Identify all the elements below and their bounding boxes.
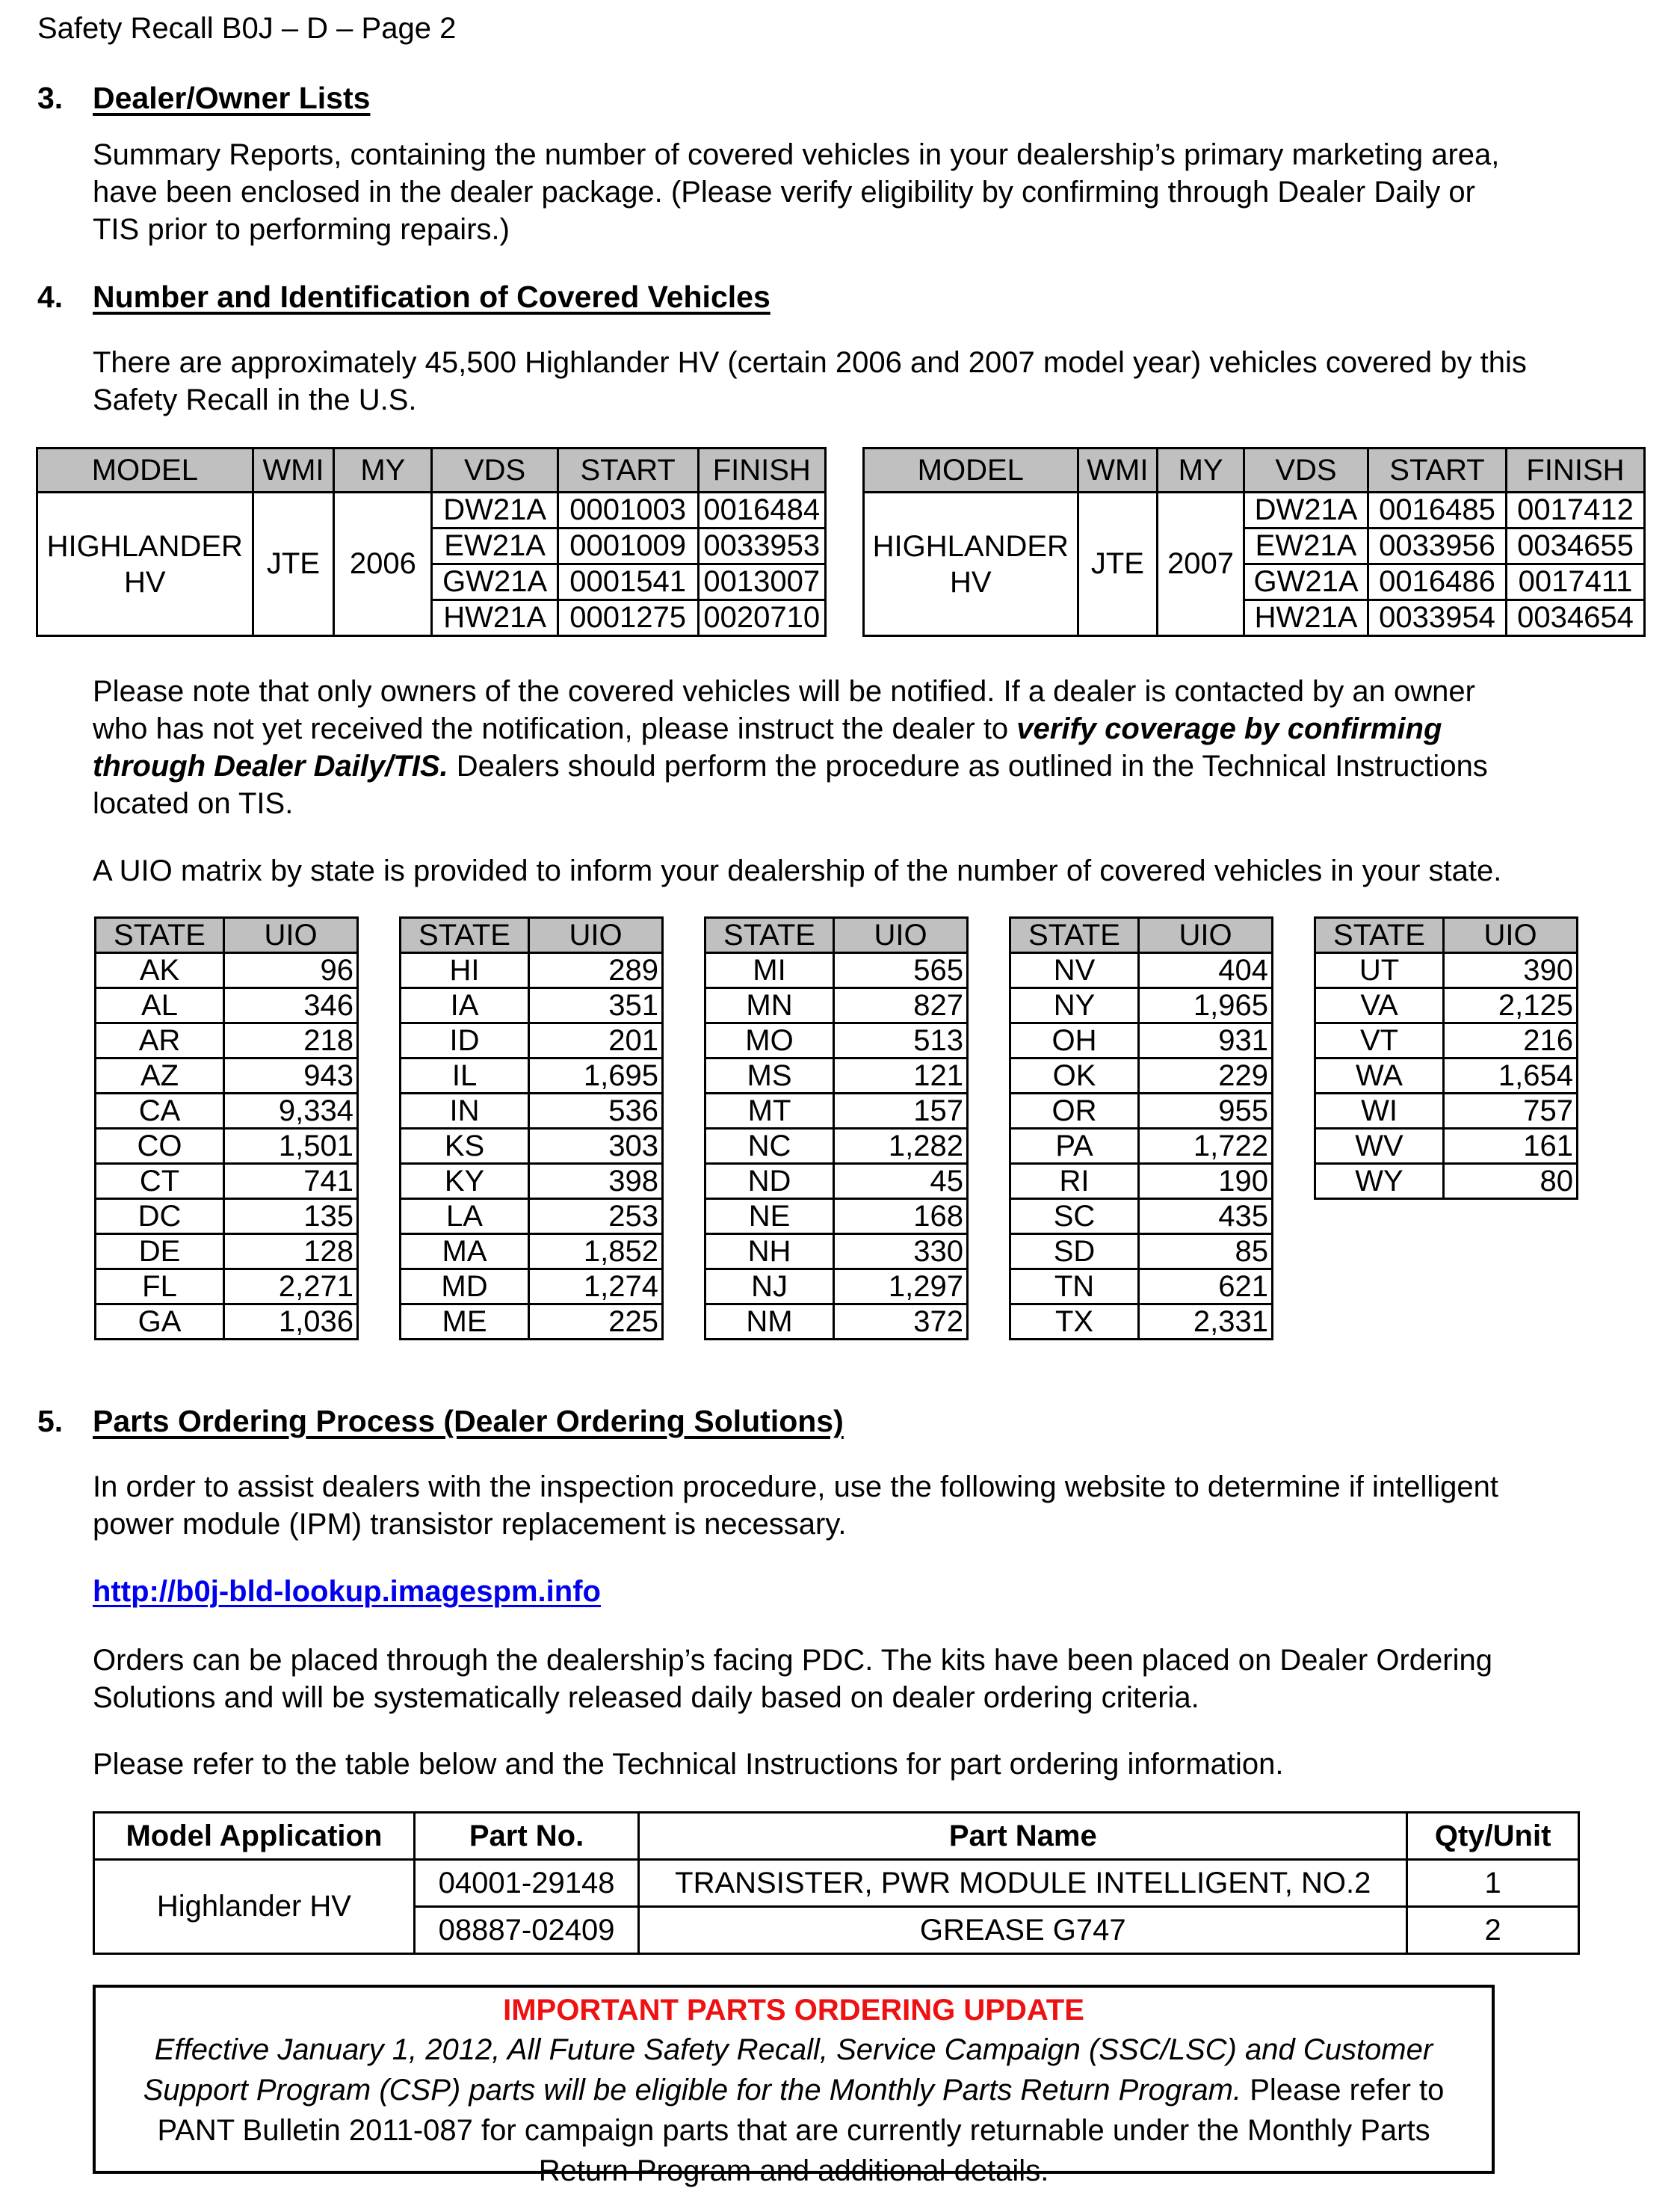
uio-count-cell: 253 (529, 1199, 663, 1234)
table-header-row (705, 918, 968, 953)
state-cell: TN (1010, 1269, 1139, 1304)
table-row (1315, 1023, 1578, 1059)
state-cell: KY (401, 1164, 529, 1199)
text-line: Orders can be placed through the dealership’s facing PDC. The kits have been placed on Dealer Ordering (93, 1644, 1492, 1677)
state-cell: IL (401, 1059, 529, 1094)
uio-count-cell: 943 (224, 1059, 358, 1094)
table-header-row (37, 449, 826, 493)
section-3-paragraph (93, 136, 1499, 248)
uio-table (1314, 916, 1578, 1200)
table-row (96, 953, 358, 988)
table-row (705, 1304, 968, 1340)
state-cell: AL (96, 988, 224, 1023)
text-line: TIS prior to performing repairs.) (93, 213, 510, 246)
uio-count-cell: 201 (529, 1023, 663, 1059)
table-row (1010, 1199, 1273, 1234)
state-cell: AK (96, 953, 224, 988)
text-line: Summary Reports, containing the number of covered vehicles in your dealership’s primary marketing area, (93, 138, 1500, 171)
column-header: MODEL (37, 449, 253, 493)
uio-count-cell: 2,331 (1139, 1304, 1273, 1340)
state-cell: KS (401, 1129, 529, 1164)
table-row (1010, 1164, 1273, 1199)
part-number-cell: 04001-29148 (414, 1860, 638, 1907)
vds-cell: HW21A (1244, 600, 1368, 636)
uio-count-cell: 1,282 (834, 1129, 968, 1164)
section-4-number: 4. (37, 280, 64, 314)
table-row (401, 1059, 663, 1094)
table-row (705, 1023, 968, 1059)
text-line: There are approximately 45,500 Highlander HV (certain 2006 and 2007 model year) vehicles covered by this (93, 346, 1527, 379)
table-row (96, 1199, 358, 1234)
part-number-cell: 08887-02409 (414, 1907, 638, 1954)
uio-count-cell: 351 (529, 988, 663, 1023)
uio-count-cell: 157 (834, 1094, 968, 1129)
start-cell: 0001541 (558, 564, 698, 600)
table-row (1010, 1094, 1273, 1129)
state-cell: CA (96, 1094, 224, 1129)
uio-count-cell: 955 (1139, 1094, 1273, 1129)
table-header-row (864, 449, 1645, 493)
state-cell: UT (1315, 953, 1444, 988)
wmi-cell: JTE (253, 493, 334, 636)
finish-cell: 0034655 (1506, 529, 1644, 564)
text-line: In order to assist dealers with the inspection procedure, use the following website to determine if intelligent (93, 1470, 1499, 1503)
column-header: STATE (705, 918, 834, 953)
state-cell: MN (705, 988, 834, 1023)
state-cell: MS (705, 1059, 834, 1094)
uio-count-cell: 1,274 (529, 1269, 663, 1304)
table-header-row (94, 1813, 1579, 1860)
table-header-row (96, 918, 358, 953)
section-5-paragraph-3 (93, 1745, 1284, 1783)
table-row (1010, 1304, 1273, 1340)
wmi-cell: JTE (1078, 493, 1158, 636)
uio-count-cell: 303 (529, 1129, 663, 1164)
column-header: START (1368, 449, 1507, 493)
uio-count-cell: 2,125 (1444, 988, 1578, 1023)
text-line: Please note that only owners of the covered vehicles will be notified. If a dealer is contacted by an owner (93, 675, 1475, 708)
state-cell: MI (705, 953, 834, 988)
text-line: Return Program and additional details. (538, 2154, 1049, 2187)
table-row (705, 1164, 968, 1199)
state-cell: OR (1010, 1094, 1139, 1129)
table-row (705, 1234, 968, 1269)
finish-cell: 0017411 (1506, 564, 1644, 600)
finish-cell: 0016484 (698, 493, 825, 529)
table-row (401, 988, 663, 1023)
state-cell: CT (96, 1164, 224, 1199)
vds-cell: DW21A (1244, 493, 1368, 529)
finish-cell: 0013007 (698, 564, 825, 600)
table-row (1315, 1094, 1578, 1129)
finish-cell: 0033953 (698, 529, 825, 564)
text-line: located on TIS. (93, 787, 294, 820)
text-line: Safety Recall in the U.S. (93, 383, 417, 416)
column-header: Part No. (414, 1813, 638, 1860)
section-5-paragraph-2 (93, 1642, 1492, 1716)
start-cell: 0033956 (1368, 529, 1507, 564)
column-header: MY (1158, 449, 1244, 493)
state-cell: FL (96, 1269, 224, 1304)
uio-count-cell: 1,036 (224, 1304, 358, 1340)
table-row (401, 1199, 663, 1234)
column-header: UIO (1139, 918, 1273, 953)
uio-count-cell: 757 (1444, 1094, 1578, 1129)
column-header: START (558, 449, 698, 493)
uio-intro (93, 852, 1501, 890)
section-4-intro (93, 344, 1527, 419)
vds-cell: DW21A (432, 493, 558, 529)
table-row (1010, 988, 1273, 1023)
section-5-paragraph-1 (93, 1468, 1498, 1543)
section-4-title: Number and Identification of Covered Vehicles (93, 280, 770, 314)
table-row (705, 953, 968, 988)
column-header: FINISH (1506, 449, 1644, 493)
table-row (401, 1164, 663, 1199)
column-header: UIO (529, 918, 663, 953)
uio-count-cell: 931 (1139, 1023, 1273, 1059)
state-cell: OK (1010, 1059, 1139, 1094)
vds-cell: HW21A (432, 600, 558, 636)
parts-table (93, 1811, 1580, 1955)
state-cell: WA (1315, 1059, 1444, 1094)
state-cell: MT (705, 1094, 834, 1129)
text-line: who has not yet received the notification, please instruct the dealer to verify coverage by confirming (93, 712, 1442, 745)
vds-cell: EW21A (1244, 529, 1368, 564)
table-row (864, 493, 1645, 529)
uio-count-cell: 121 (834, 1059, 968, 1094)
table-row (401, 1269, 663, 1304)
state-cell: NC (705, 1129, 834, 1164)
uio-count-cell: 1,722 (1139, 1129, 1273, 1164)
uio-count-cell: 135 (224, 1199, 358, 1234)
uio-table (704, 916, 969, 1340)
start-cell: 0001009 (558, 529, 698, 564)
start-cell: 0001275 (558, 600, 698, 636)
state-cell: ME (401, 1304, 529, 1340)
section-3-title: Dealer/Owner Lists (93, 81, 371, 115)
table-row (401, 1304, 663, 1340)
state-cell: ND (705, 1164, 834, 1199)
start-cell: 0033954 (1368, 600, 1507, 636)
table-row (401, 1023, 663, 1059)
table-row (1010, 1059, 1273, 1094)
column-header: MY (334, 449, 432, 493)
state-cell: AR (96, 1023, 224, 1059)
table-row (96, 1234, 358, 1269)
uio-count-cell: 513 (834, 1023, 968, 1059)
parts-ordering-notice (93, 1985, 1495, 2187)
table-row (96, 1269, 358, 1304)
uio-count-cell: 45 (834, 1164, 968, 1199)
text-line: Please refer to the table below and the Technical Instructions for part ordering information. (93, 1748, 1284, 1781)
vds-cell: EW21A (432, 529, 558, 564)
column-header: STATE (96, 918, 224, 953)
table-row (1315, 1129, 1578, 1164)
uio-count-cell: 161 (1444, 1129, 1578, 1164)
uio-count-cell: 621 (1139, 1269, 1273, 1304)
uio-count-cell: 536 (529, 1094, 663, 1129)
start-cell: 0016486 (1368, 564, 1507, 600)
table-row (1010, 1269, 1273, 1304)
text-line: have been enclosed in the dealer package. (Please verify eligibility by confirming through Dealer Daily or (93, 176, 1475, 209)
table-row (96, 988, 358, 1023)
table-row (96, 1129, 358, 1164)
column-header: Qty/Unit (1407, 1813, 1579, 1860)
uio-count-cell: 1,297 (834, 1269, 968, 1304)
section-3-number: 3. (37, 81, 64, 115)
uio-count-cell: 330 (834, 1234, 968, 1269)
notice-body: Effective January 1, 2012, All Future Safety Recall, Service Campaign (SSC/LSC) and Customer Support Program (CSP) parts will be eligible for the Monthly Parts Return Program. Please refer to PANT Bulletin 2011-087 for campaign parts that are currently returnable under the Monthly Parts Return Program and additional details. (96, 2030, 1492, 2191)
my-cell: 2007 (1158, 493, 1244, 636)
page-header: Safety Recall B0J – D – Page 2 (37, 12, 457, 45)
text-line: Support Program (CSP) parts will be eligible for the Monthly Parts Return Program. (143, 2074, 1242, 2107)
uio-count-cell: 435 (1139, 1199, 1273, 1234)
uio-count-cell: 372 (834, 1304, 968, 1340)
state-cell: HI (401, 953, 529, 988)
start-cell: 0001003 (558, 493, 698, 529)
text-line: PANT Bulletin 2011-087 for campaign parts that are currently returnable under the Monthly Parts (157, 2114, 1430, 2147)
column-header: WMI (253, 449, 334, 493)
state-cell: PA (1010, 1129, 1139, 1164)
finish-cell: 0034654 (1506, 600, 1644, 636)
column-header: Model Application (94, 1813, 415, 1860)
text-line: Solutions and will be systematically released daily based on dealer ordering criteria. (93, 1681, 1199, 1714)
table-row (94, 1860, 1579, 1907)
column-header: STATE (401, 918, 529, 953)
state-cell: LA (401, 1199, 529, 1234)
uio-count-cell: 216 (1444, 1023, 1578, 1059)
table-row (96, 1164, 358, 1199)
table-row (1010, 1023, 1273, 1059)
table-row (705, 988, 968, 1023)
uio-count-cell: 1,852 (529, 1234, 663, 1269)
uio-count-cell: 1,654 (1444, 1059, 1578, 1094)
column-header: STATE (1010, 918, 1139, 953)
table-row (1315, 988, 1578, 1023)
state-cell: NV (1010, 953, 1139, 988)
finish-cell: 0017412 (1506, 493, 1644, 529)
uio-count-cell: 289 (529, 953, 663, 988)
uio-count-cell: 741 (224, 1164, 358, 1199)
table-row (401, 1129, 663, 1164)
vds-cell: GW21A (432, 564, 558, 600)
table-row (96, 1059, 358, 1094)
table-row (96, 1304, 358, 1340)
start-cell: 0016485 (1368, 493, 1507, 529)
uio-count-cell: 1,501 (224, 1129, 358, 1164)
state-cell: NH (705, 1234, 834, 1269)
table-row (1010, 953, 1273, 988)
uio-count-cell: 128 (224, 1234, 358, 1269)
state-cell: CO (96, 1129, 224, 1164)
state-cell: IN (401, 1094, 529, 1129)
column-header: UIO (1444, 918, 1578, 953)
column-header: VDS (432, 449, 558, 493)
state-cell: NE (705, 1199, 834, 1234)
state-cell: SD (1010, 1234, 1139, 1269)
uio-count-cell: 96 (224, 953, 358, 988)
coverage-note (93, 673, 1488, 822)
state-cell: IA (401, 988, 529, 1023)
uio-count-cell: 2,271 (224, 1269, 358, 1304)
state-cell: NY (1010, 988, 1139, 1023)
table-row (1315, 953, 1578, 988)
text-line: A UIO matrix by state is provided to inform your dealership of the number of covered vehicles in your state. (93, 854, 1502, 887)
uio-count-cell: 404 (1139, 953, 1273, 988)
uio-count-cell: 85 (1139, 1234, 1273, 1269)
finish-cell: 0020710 (698, 600, 825, 636)
uio-count-cell: 346 (224, 988, 358, 1023)
notice-title: IMPORTANT PARTS ORDERING UPDATE (503, 1994, 1084, 2027)
state-cell: TX (1010, 1304, 1139, 1340)
table-header-row (1315, 918, 1578, 953)
state-cell: RI (1010, 1164, 1139, 1199)
state-cell: NJ (705, 1269, 834, 1304)
table-row (1315, 1164, 1578, 1199)
uio-count-cell: 565 (834, 953, 968, 988)
uio-count-cell: 1,695 (529, 1059, 663, 1094)
state-cell: AZ (96, 1059, 224, 1094)
table-row (705, 1129, 968, 1164)
uio-table (1009, 916, 1273, 1340)
vehicle-table-2006 (36, 447, 827, 637)
table-row (401, 953, 663, 988)
table-row (705, 1094, 968, 1129)
column-header: MODEL (864, 449, 1078, 493)
table-row (37, 493, 826, 529)
table-row (401, 1094, 663, 1129)
table-row (96, 1094, 358, 1129)
state-cell: MO (705, 1023, 834, 1059)
uio-count-cell: 9,334 (224, 1094, 358, 1129)
my-cell: 2006 (334, 493, 432, 636)
uio-count-cell: 398 (529, 1164, 663, 1199)
model-cell: HIGHLANDER HV (37, 493, 253, 636)
state-cell: WY (1315, 1164, 1444, 1199)
column-header: STATE (1315, 918, 1444, 953)
column-header: FINISH (698, 449, 825, 493)
model-application-cell: Highlander HV (94, 1860, 415, 1954)
uio-count-cell: 190 (1139, 1164, 1273, 1199)
column-header: Part Name (639, 1813, 1407, 1860)
column-header: UIO (834, 918, 968, 953)
table-header-row (1010, 918, 1273, 953)
vds-cell: GW21A (1244, 564, 1368, 600)
table-row (705, 1199, 968, 1234)
vehicle-table-2007 (862, 447, 1646, 637)
state-cell: ID (401, 1023, 529, 1059)
state-cell: WI (1315, 1094, 1444, 1129)
state-cell: VT (1315, 1023, 1444, 1059)
table-row (1315, 1059, 1578, 1094)
column-header: VDS (1244, 449, 1368, 493)
state-cell: DC (96, 1199, 224, 1234)
state-cell: DE (96, 1234, 224, 1269)
table-row (401, 1234, 663, 1269)
text-line: Effective January 1, 2012, All Future Safety Recall, Service Campaign (SSC/LSC) and Customer (154, 2033, 1433, 2066)
uio-table (399, 916, 664, 1340)
table-row (705, 1059, 968, 1094)
table-header-row (401, 918, 663, 953)
uio-count-cell: 218 (224, 1023, 358, 1059)
text-line: through Dealer Daily/TIS. Dealers should perform the procedure as outlined in the Technical Instructions (93, 750, 1488, 783)
table-row (1010, 1129, 1273, 1164)
section-5-title: Parts Ordering Process (Dealer Ordering Solutions) (93, 1404, 844, 1438)
state-cell: MD (401, 1269, 529, 1304)
lookup-website-link[interactable]: http://b0j-bld-lookup.imagespm.info (93, 1575, 601, 1608)
state-cell: WV (1315, 1129, 1444, 1164)
section-5-number: 5. (37, 1404, 64, 1438)
state-cell: GA (96, 1304, 224, 1340)
table-row (96, 1023, 358, 1059)
qty-cell: 1 (1407, 1860, 1579, 1907)
state-cell: MA (401, 1234, 529, 1269)
uio-count-cell: 390 (1444, 953, 1578, 988)
table-row (705, 1269, 968, 1304)
state-cell: SC (1010, 1199, 1139, 1234)
state-cell: OH (1010, 1023, 1139, 1059)
column-header: UIO (224, 918, 358, 953)
uio-count-cell: 827 (834, 988, 968, 1023)
emphasis-text: verify coverage by confirming (1016, 712, 1442, 745)
uio-table (94, 916, 359, 1340)
emphasis-text: through Dealer Daily/TIS. (93, 750, 448, 783)
state-cell: VA (1315, 988, 1444, 1023)
part-name-cell: TRANSISTER, PWR MODULE INTELLIGENT, NO.2 (639, 1860, 1407, 1907)
part-name-cell: GREASE G747 (639, 1907, 1407, 1954)
uio-count-cell: 80 (1444, 1164, 1578, 1199)
uio-count-cell: 1,965 (1139, 988, 1273, 1023)
model-cell: HIGHLANDER HV (864, 493, 1078, 636)
uio-count-cell: 229 (1139, 1059, 1273, 1094)
uio-count-cell: 225 (529, 1304, 663, 1340)
state-cell: NM (705, 1304, 834, 1340)
table-row (1010, 1234, 1273, 1269)
column-header: WMI (1078, 449, 1158, 493)
text-line: power module (IPM) transistor replacement is necessary. (93, 1508, 847, 1541)
uio-count-cell: 168 (834, 1199, 968, 1234)
qty-cell: 2 (1407, 1907, 1579, 1954)
